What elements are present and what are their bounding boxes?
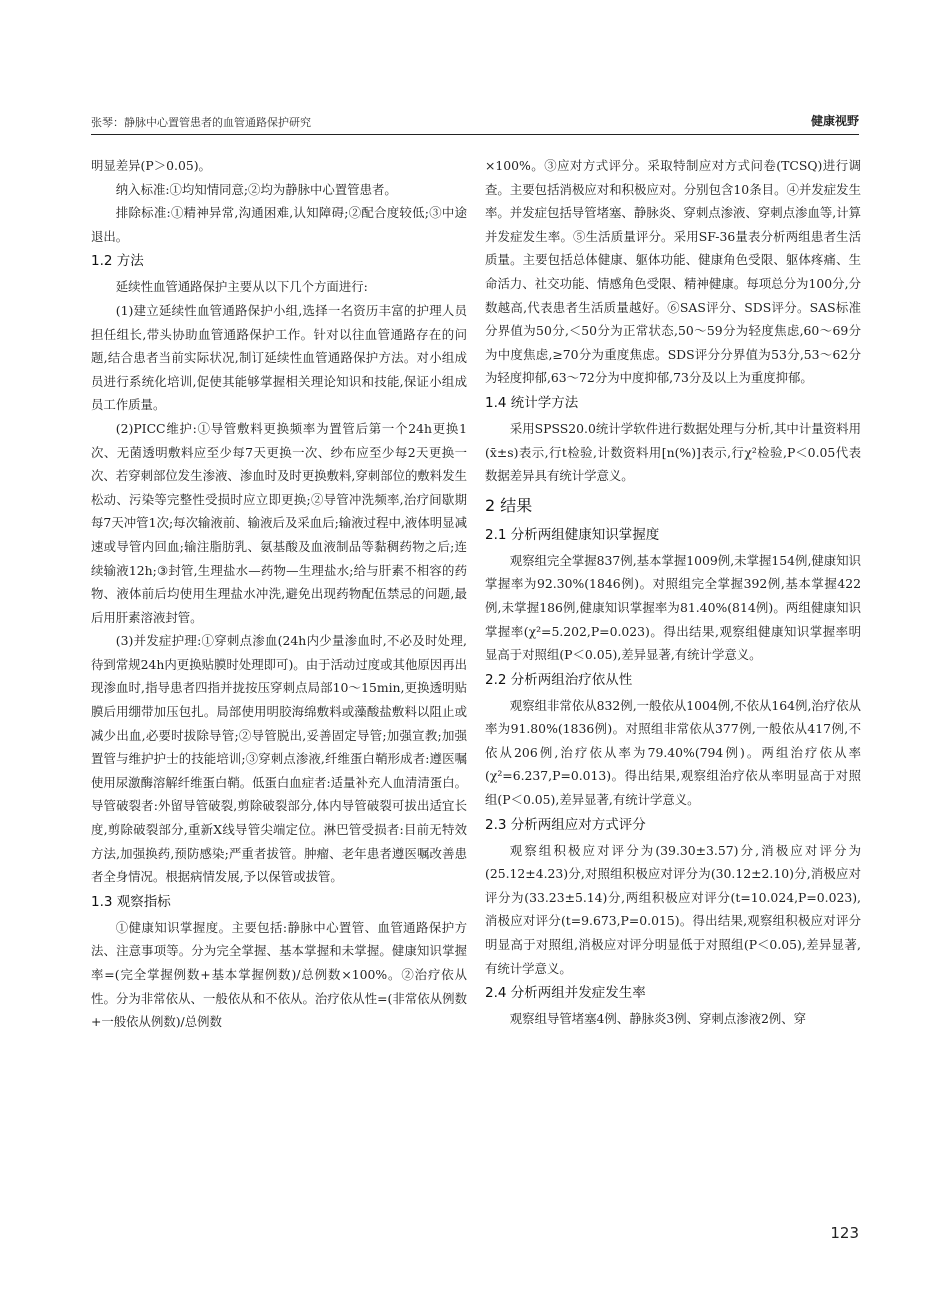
inclusion-criteria: 纳入标准:①均知情同意;②均为静脉中心置管患者。 — [115, 181, 397, 197]
paragraph: 观察组完全掌握837例,基本掌握1009例,未掌握154例,健康知识掌握率为92.30%(1846例)。对照组完全掌握392例,基本掌握422例,未掌握186例,健康知识掌握率为81.40%(814例)。两组健康知识掌握率(χ²=5.202,P=0.023)。得出结果,观察组健康知识掌握率明显高于对照组(P＜0.05),差异显著,有统计学意义。 — [485, 552, 861, 663]
subsection-heading: 2.1 分析两组健康知识掌握度 — [485, 526, 660, 543]
right-column — [485, 154, 861, 1031]
subsection-heading: 2.2 分析两组治疗依从性 — [485, 671, 633, 688]
subsection-heading: 2.4 分析两组并发症发生率 — [485, 985, 646, 1002]
paragraph: ①健康知识掌握度。主要包括:静脉中心置管、血管通路保护方法、注意事项等。分为完全掌握、基本掌握和未掌握。健康知识掌握率=(完全掌握例数+基本掌握例数)/总例数×100%。②治疗依从性。分为非常依从、一般依从和不依从。治疗依从性=(非常依从例数+一般依从例数)/总例数 — [91, 919, 467, 1030]
paragraph: ×100%。③应对方式评分。采取特制应对方式问卷(TCSQ)进行调查。主要包括消极应对和积极应对。分别包含10条目。④并发症发生率。并发症包括导管堵塞、静脉炎、穿刺点渗液、穿刺点渗血等,计算并发症发生率。⑤生活质量评分。采用SF-36量表分析两组患者生活质量。主要包括总体健康、躯体功能、健康角色受限、躯体疼痛、生命活力、社交功能、情感角色受限、精神健康。每项总分为100分,分数越高,代表患者生活质量越好。⑥SAS评分、SDS评分。SAS标准分界值为50分,＜50分为正常状态,50～59分为轻度焦虑,60～69分为中度焦虑,≥70分为重度焦虑。SDS评分分界值为53分,53～62分为轻度抑郁,63～72分为中度抑郁,73分及以上为重度抑郁。 — [485, 158, 861, 386]
paragraph: 明显差异(P＞0.05)。 — [91, 158, 211, 173]
exclusion-criteria: 排除标准:①精神异常,沟通困难,认知障碍;②配合度较低;③中途退出。 — [91, 205, 467, 244]
section-heading-observation: 1.3 观察指标 — [91, 893, 171, 910]
section-heading-statistics: 1.4 统计学方法 — [485, 394, 579, 411]
header-article-title: 张琴：静脉中心置管患者的血管通路保护研究 — [91, 116, 311, 129]
paragraph: (3)并发症护理:①穿刺点渗血(24h内少量渗血时,不必及时处理,待到常规24h内更换贴膜时处理即可)。由于活动过度或其他原因再出现渗血时,指导患者四指并拢按压穿刺点局部10～15min,更换透明贴膜后用绷带加压包扎。局部使用明胶海绵敷料或藻酸盐敷料以阻止或减少出血,必要时拔除导管;②导管脱出,妥善固定导管;加强宣教;加强置管与维护护士的技能培训;③穿刺点渗液,纤维蛋白鞘形成者:遵医嘱使用尿激酶溶解纤维蛋白鞘。低蛋白血症者:适量补充人血清清蛋白。导管破裂者:外留导管破裂,剪除破裂部分,体内导管破裂可拔出适宜长度,剪除破裂部分,重新X线导管尖端定位。淋巴管受损者:目前无特效方法,加强换药,预防感染;严重者拔管。肿瘤、老年患者遵医嘱改善患者全身情况。根据病情发展,予以保管或拔管。 — [91, 633, 467, 885]
running-header — [91, 112, 859, 135]
page-number: 123 — [830, 1224, 859, 1242]
subsection-heading: 2.3 分析两组应对方式评分 — [485, 816, 646, 833]
paragraph: (2)PICC维护:①导管敷料更换频率为置管后第一个24h更换1次、无菌透明敷料应至少每7天更换一次、纱布应至少每2天更换一次、若穿刺部位发生渗液、渗血时及时更换敷料,穿刺部位的敷料发生松动、污染等完整性受损时应立即更换;②导管冲洗频率,治疗间歇期每7天冲管1次;每次输液前、输液后及采血后;输液过程中,液体明显减速或导管内回血;输注脂肪乳、氨基酸及血液制品等黏稠药物之后;连续输液12h;③封管,生理盐水—药物—生理盐水;给与肝素不相容的药物、液体前后均使用生理盐水冲洗,避免出现药物配伍禁忌的问题,最后用肝素溶液封管。 — [91, 420, 467, 625]
section-heading-methods: 1.2 方法 — [91, 253, 144, 270]
section-heading-results: 2 结果 — [485, 495, 533, 515]
paragraph: 采用SPSS20.0统计学软件进行数据处理与分析,其中计量资料用(x̄±s)表示,行t检验,计数资料用[n(%)]表示,行χ²检验,P＜0.05代表数据差异具有统计学意义。 — [485, 420, 861, 484]
paragraph: 观察组非常依从832例,一般依从1004例,不依从164例,治疗依从率为91.80%(1836例)。对照组非常依从377例,一般依从417例,不依从206例,治疗依从率为79.40%(794例)。两组治疗依从率(χ²=6.237,P=0.013)。得出结果,观察组治疗依从率明显高于对照组(P＜0.05),差异显著,有统计学意义。 — [485, 697, 861, 808]
header-journal-name: 健康视野 — [810, 114, 859, 128]
left-column — [91, 154, 467, 1034]
paragraph: 观察组积极应对评分为(39.30±3.57)分,消极应对评分为(25.12±4.23)分,对照组积极应对评分为(30.12±2.10)分,消极应对评分为(33.23±5.14)分,两组积极应对评分(t=10.024,P=0.023),消极应对评分(t=9.673,P=0.015)。得出结果,观察组积极应对评分明显高于对照组,消极应对评分明显低于对照组(P＜0.05),差异显著,有统计学意义。 — [485, 842, 861, 976]
paragraph: (1)建立延续性血管通路保护小组,选择一名资历丰富的护理人员担任组长,带头协助血管通路保护工作。针对以往血管通路存在的问题,结合患者当前实际状况,制订延续性血管通路保护方法。对小组成员进行系统化培训,促使其能够掌握相关理论知识和技能,保证小组成员工作质量。 — [91, 302, 467, 413]
paragraph: 观察组导管堵塞4例、静脉炎3例、穿刺点渗液2例、穿 — [509, 1011, 807, 1027]
paragraph: 延续性血管通路保护主要从以下几个方面进行: — [115, 279, 368, 295]
